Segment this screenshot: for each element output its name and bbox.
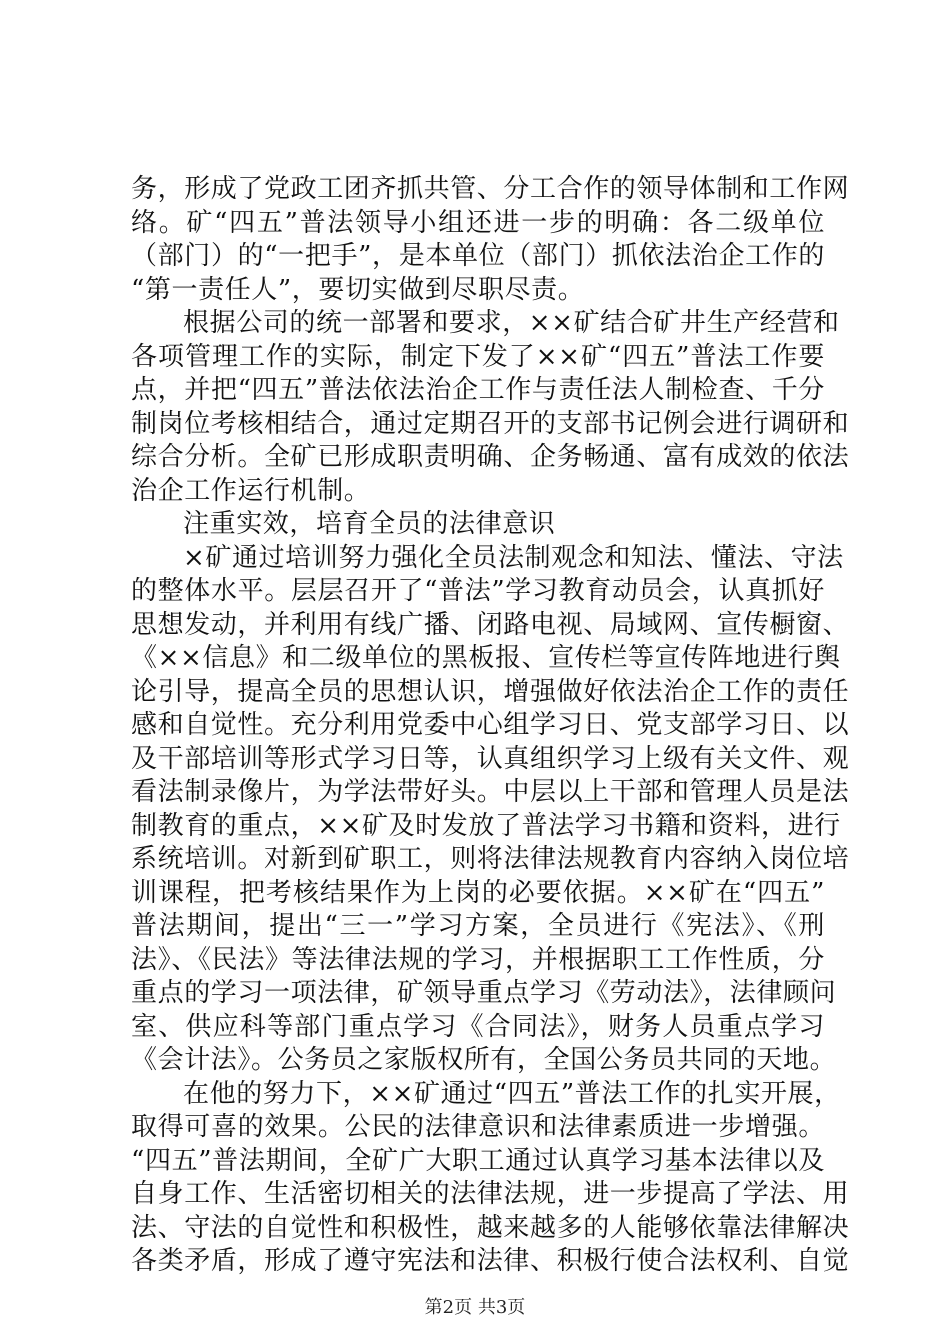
text-line: 思想发动，并利用有线广播、闭路电视、局域网、宣传橱窗、 xyxy=(131,609,850,640)
paragraph xyxy=(131,173,850,307)
text-line: 自身工作、生活密切相关的法律法规，进一步提高了学法、用 xyxy=(131,1179,850,1209)
text-line: 制岗位考核相结合，通过定期召开的支部书记例会进行调研和 xyxy=(131,408,850,439)
paragraph xyxy=(131,1078,850,1279)
text-line: 点，并把“四五”普法依法治企工作与责任法人制检查、千分 xyxy=(131,375,825,405)
text-line: 《会计法》。公务员之家版权所有，全国公务员共同的天地。 xyxy=(131,1045,837,1075)
paragraph xyxy=(131,307,850,508)
text-line: （部门）的“一把手”，是本单位（部门）抓依法治企工作的 xyxy=(131,241,825,271)
text-line: 务，形成了党政工团齐抓共管、分工合作的领导体制和工作网 xyxy=(131,174,850,204)
text-line: 论引导，提高全员的思想认识，增强做好依法治企工作的责任 xyxy=(131,676,850,707)
text-line: 根据公司的统一部署和要求，××矿结合矿井生产经营和 xyxy=(183,308,840,338)
text-line: 看法制录像片，为学法带好头。中层以上干部和管理人员是法 xyxy=(131,777,850,807)
text-line: 注重实效，培育全员的法律意识 xyxy=(183,509,556,539)
text-line: 重点的学习一项法律，矿领导重点学习《劳动法》，法律顾问 xyxy=(131,978,837,1008)
text-line: 的整体水平。层层召开了“普法”学习教育动员会，认真抓好 xyxy=(131,576,825,606)
paragraph xyxy=(131,542,850,1078)
text-line: 综合分析。全矿已形成职责明确、企务畅通、富有成效的依法 xyxy=(131,442,850,472)
text-line: 法、守法的自觉性和积极性，越来越多的人能够依靠法律解决 xyxy=(131,1212,850,1243)
text-line: 系统培训。对新到矿职工，则将法律法规教育内容纳入岗位培 xyxy=(131,844,850,874)
text-line: “四五”普法期间，全矿广大职工通过认真学习基本法律以及 xyxy=(131,1145,825,1176)
text-line: 在他的努力下，××矿通过“四五”普法工作的扎实开展， xyxy=(183,1078,841,1109)
text-line: 《××信息》和二级单位的黑板报、宣传栏等宣传阵地进行舆 xyxy=(131,643,841,673)
paragraph xyxy=(131,508,825,542)
page-footer: 第2页 共3页 xyxy=(424,1297,526,1318)
text-line: 各项管理工作的实际，制定下发了××矿“四五”普法工作要 xyxy=(131,341,825,372)
text-line: 取得可喜的效果。公民的法律意识和法律素质进一步增强。 xyxy=(131,1112,825,1142)
text-line: 各类矛盾，形成了遵守宪法和法律、积极行使合法权利、自觉 xyxy=(131,1246,850,1276)
text-line: 制教育的重点，××矿及时发放了普法学习书籍和资料，进行 xyxy=(131,810,841,841)
text-line: ×矿通过培训努力强化全员法制观念和知法、懂法、守法 xyxy=(183,542,844,573)
text-line: 及干部培训等形式学习日等，认真组织学习上级有关文件、观 xyxy=(131,743,850,774)
text-line: 室、供应科等部门重点学习《合同法》，财务人员重点学习 xyxy=(131,1011,825,1042)
text-line: 感和自觉性。充分利用党委中心组学习日、党支部学习日、以 xyxy=(131,710,850,740)
text-line: 法》、《民法》等法律法规的学习，并根据职工工作性质，分 xyxy=(131,944,825,975)
text-line: 络。矿“四五”普法领导小组还进一步的明确：各二级单位 xyxy=(131,207,825,238)
text-line: 治企工作运行机制。 xyxy=(131,475,371,506)
text-line: “第一责任人”，要切实做到尽职尽责。 xyxy=(131,274,585,305)
document-body xyxy=(131,173,850,1279)
text-line: 训课程，把考核结果作为上岗的必要依据。××矿在“四五” xyxy=(131,877,825,908)
text-line: 普法期间，提出“三一”学习方案，全员进行《宪法》、《刑 xyxy=(131,911,825,941)
